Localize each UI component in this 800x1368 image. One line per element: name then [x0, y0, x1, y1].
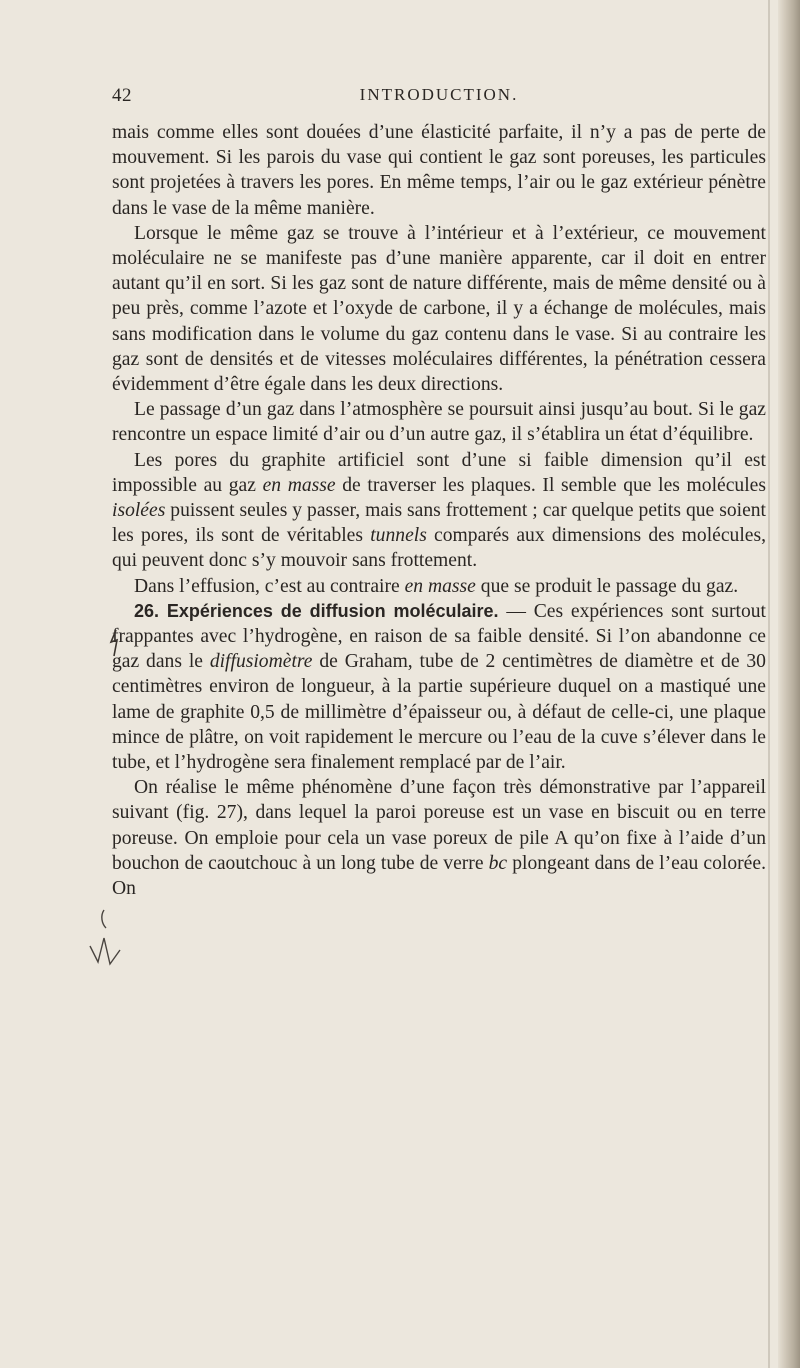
paragraph: [112, 448, 766, 574]
body-text: [112, 120, 766, 901]
text-run: Dans l’effusion, c’est au contraire: [134, 575, 405, 597]
text-run: — Ces expériences sont surtout frappantes avec l’hydrogène, en raison de sa faible densité. Si l’on abandonne ce gaz dans le: [112, 600, 766, 673]
page-number: 42: [112, 85, 132, 106]
paragraph: Lorsque le même gaz se trouve à l’intérieur et à l’extérieur, ce mouvement moléculaire ne se manifeste pas d’une manière apparente, car il doit en entrer autant qu’il en sort. Si les gaz sont de nature différente, mais de même densité ou à peu près, comme l’azote et l’oxyde de carbone, il y a échange de molécules, mais sans modification dans le volume du gaz contenu dans le vase. Si au contraire les gaz sont de densités et de vitesses moléculaires différentes, la pénétration cessera évidemment d’être égale dans les deux directions.: [112, 222, 766, 396]
italic-text: tunnels: [370, 525, 427, 547]
text-run: puissent seules y passer, mais sans frottement ; car quelque petits que soient les pores, ils sont de véritables: [112, 500, 766, 547]
section-title: Expériences de diffusion moléculaire.: [166, 600, 499, 621]
paragraph: [112, 599, 766, 775]
paragraph: [112, 574, 766, 599]
text-run: comparés aux dimensions des molécules, qui peuvent donc s’y mouvoir sans frottement.: [112, 525, 766, 572]
text-run: que se produit le passage du gaz.: [475, 575, 739, 597]
section-number: 26.: [134, 600, 160, 621]
margin-annotation-mark: [84, 908, 124, 978]
paragraph: Le passage d’un gaz dans l’atmosphère se poursuit ainsi jusqu’au bout. Si le gaz rencontre un espace limité d’air ou d’un autre gaz, il s’établira un état d’équilibre.: [112, 399, 766, 446]
italic-text: isolées: [112, 500, 166, 522]
page-header: [112, 85, 766, 109]
text-run: de traverser les plaques. Il semble que les molécules: [335, 474, 766, 496]
paragraph: [112, 775, 766, 901]
text-run: de Graham, tube de 2 centimètres de diamètre et de 30 centimètres environ de longueur, à la partie supérieure duquel on a mastiqué une lame de graphite 0,5 de millimètre d’épaisseur ou, à défaut de celle-ci, une plaque mince de plâtre, on voit rapidement le mercure ou l’eau de la cuve s’élever dans le tube, et l’hydrogène sera finalement remplacé par de l’air.: [112, 651, 766, 774]
italic-text: en masse: [262, 474, 336, 496]
book-edge: [778, 0, 800, 1368]
text-run: Les pores du graphite artificiel sont d’une si faible dimension qu’il est impossible au gaz: [112, 449, 766, 496]
ink-smudge: [108, 628, 122, 658]
page-fold-shadow: [768, 0, 770, 1368]
paragraph: mais comme elles sont douées d’une élasticité parfaite, il n’y a pas de perte de mouvement. Si les parois du vase qui contient le gaz sont poreuses, les particules sont projetées à travers les pores. En même temps, l’air ou le gaz extérieur pénètre dans le vase de la même manière.: [112, 122, 766, 219]
italic-text: en masse: [404, 575, 476, 597]
text-run: plongeant dans de l’eau colorée. On: [112, 852, 766, 900]
italic-text: diffusiomètre: [209, 651, 313, 673]
running-head: INTRODUCTION.: [359, 85, 519, 104]
text-run: On réalise le même phénomène d’une façon très démonstrative par l’appareil suivant (fig. 27), dans lequel la paroi poreuse est un vase en biscuit ou en terre poreuse. On emploie pour cela un vase poreux de pile A qu’on fixe à l’aide d’un bouchon de caoutchouc à un long tube de verre: [112, 777, 766, 874]
italic-text: bc: [488, 852, 508, 874]
